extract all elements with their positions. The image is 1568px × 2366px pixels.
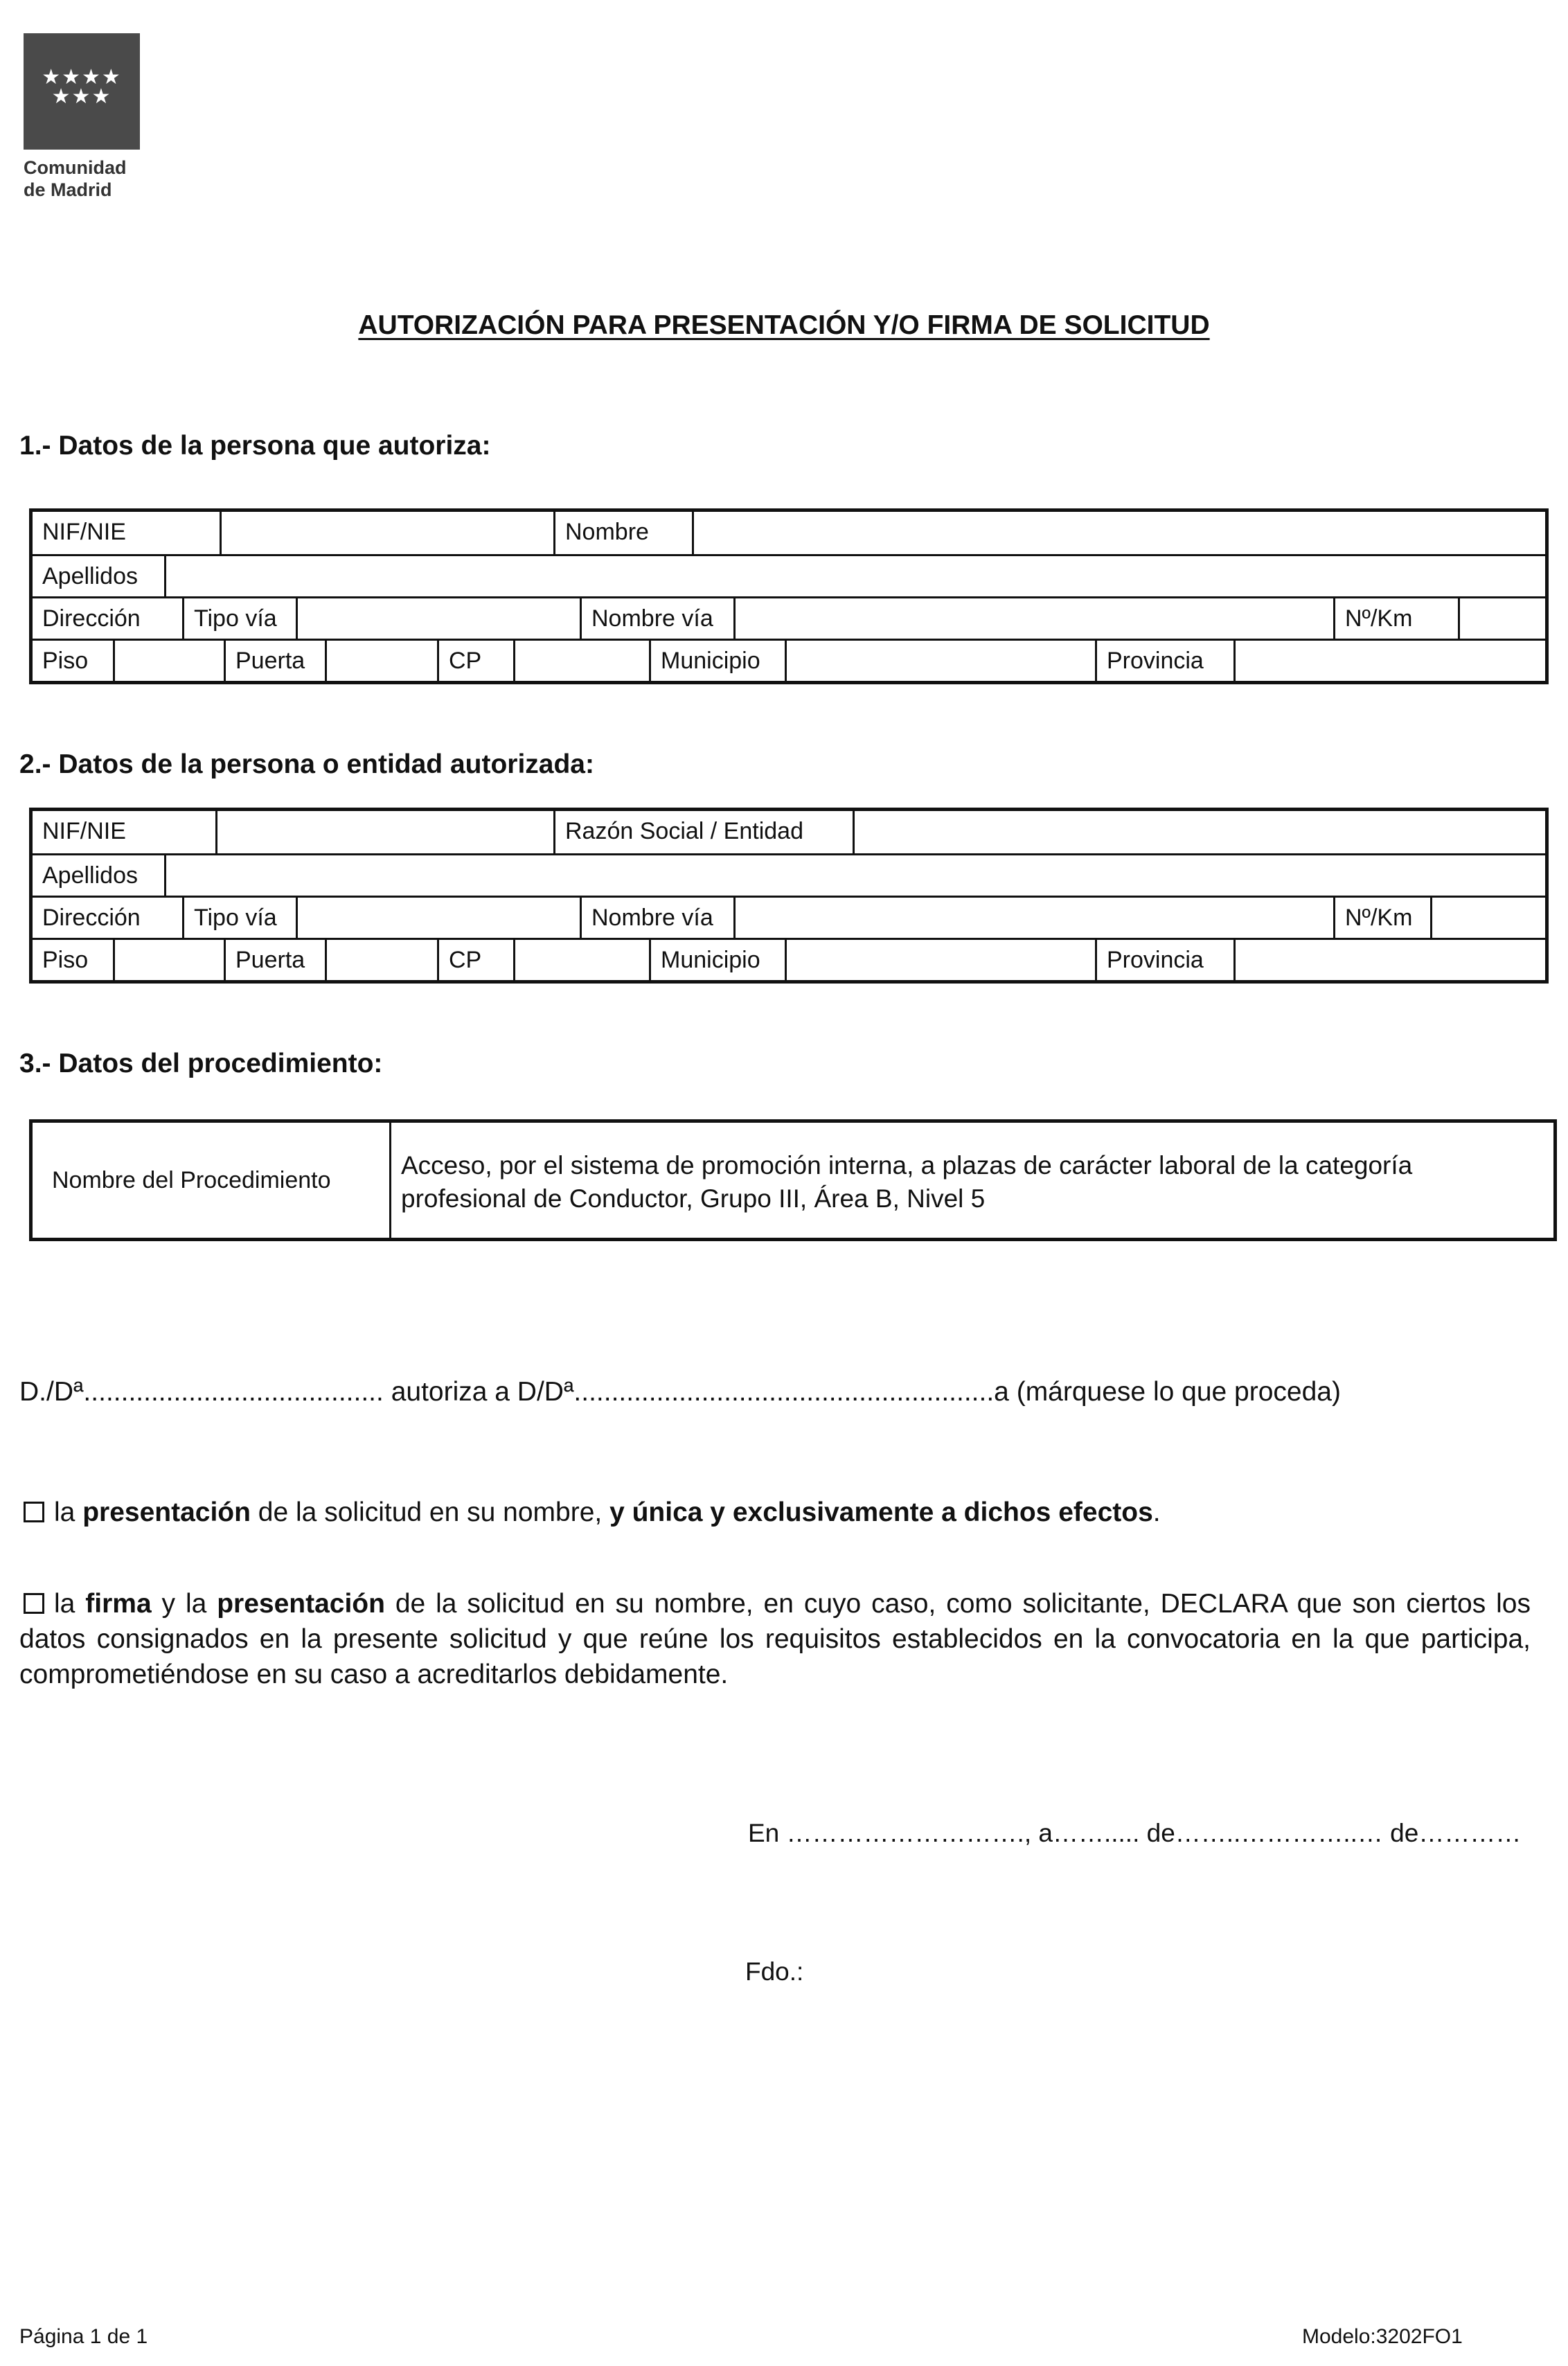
provincia-label: Provincia xyxy=(1095,940,1233,980)
num-km-field[interactable] xyxy=(1458,598,1545,639)
puerta-label: Puerta xyxy=(224,940,325,980)
tipo-via-label: Tipo vía xyxy=(182,898,296,938)
nif-label: NIF/NIE xyxy=(42,818,126,844)
cp-field[interactable] xyxy=(513,641,649,681)
num-km-label: Nº/Km xyxy=(1333,898,1430,938)
form-row xyxy=(33,512,1545,554)
apellidos-label: Apellidos xyxy=(42,563,138,589)
section1-heading: 1.- Datos de la persona que autoriza: xyxy=(19,431,491,461)
procedure-value xyxy=(391,1123,1553,1238)
municipio-label: Municipio xyxy=(649,940,785,980)
authorization-statement: D./Dª........................................ autoriza a D/Dª........................................................a (márquese lo que proceda) xyxy=(19,1377,1341,1407)
procedure-value-line: profesional de Conductor, Grupo III, Área B, Nivel 5 xyxy=(401,1184,986,1213)
page-title: AUTORIZACIÓN PARA PRESENTACIÓN Y/O FIRMA DE SOLICITUD xyxy=(358,310,1210,340)
nif-field[interactable] xyxy=(215,811,553,853)
form-row xyxy=(33,639,1545,681)
section2-heading: 2.- Datos de la persona o entidad autorizada: xyxy=(19,749,594,779)
tipo-via-field[interactable] xyxy=(296,898,580,938)
municipio-field[interactable] xyxy=(785,641,1095,681)
form-row xyxy=(33,811,1545,853)
authorized-form xyxy=(29,808,1549,984)
option-signature-presentation: la firma y la presentación de la solicitud en su nombre, en cuyo caso, como solicitante, DECLARA que son ciertos los datos consignados en la presente solicitud y que reúne los requisitos establecidos en la convocatoria en la que participa, comprometiéndose en su caso a acreditarlos debidamente. xyxy=(19,1589,1531,1689)
form-row xyxy=(33,896,1545,938)
num-km-label: Nº/Km xyxy=(1333,598,1458,639)
direccion-label: Dirección xyxy=(42,905,141,931)
puerta-field[interactable] xyxy=(325,940,437,980)
logo-text: Comunidad de Madrid xyxy=(24,157,127,200)
razon-social-label: Razón Social / Entidad xyxy=(553,811,853,853)
presentation-checkbox[interactable] xyxy=(24,1502,44,1522)
municipio-field[interactable] xyxy=(785,940,1095,980)
nombre-via-label: Nombre vía xyxy=(580,898,733,938)
puerta-field[interactable] xyxy=(325,641,437,681)
piso-field[interactable] xyxy=(113,940,224,980)
tipo-via-field[interactable] xyxy=(296,598,580,639)
logo-emblem xyxy=(24,33,140,150)
num-km-field[interactable] xyxy=(1430,898,1545,938)
apellidos-label: Apellidos xyxy=(42,862,138,889)
razon-social-field[interactable] xyxy=(853,811,1545,853)
signature-checkbox[interactable] xyxy=(24,1593,44,1614)
nif-label: NIF/NIE xyxy=(42,519,126,545)
tipo-via-label: Tipo vía xyxy=(182,598,296,639)
procedure-label: Nombre del Procedimiento xyxy=(33,1123,391,1238)
nombre-label: Nombre xyxy=(553,512,692,554)
nombre-via-label: Nombre vía xyxy=(580,598,733,639)
cp-label: CP xyxy=(437,940,513,980)
provincia-field[interactable] xyxy=(1233,940,1545,980)
nombre-field[interactable] xyxy=(692,512,1545,554)
piso-field[interactable] xyxy=(113,641,224,681)
procedure-value-line: Acceso, por el sistema de promoción interna, a plazas de carácter laboral de la categoría xyxy=(401,1151,1413,1180)
form-row xyxy=(33,554,1545,596)
cp-field[interactable] xyxy=(513,940,649,980)
piso-label: Piso xyxy=(42,947,89,973)
procedure-table xyxy=(29,1119,1557,1241)
nif-field[interactable] xyxy=(220,512,553,554)
model-code: Modelo:3202FO1 xyxy=(1302,2325,1463,2348)
signature-label: Fdo.: xyxy=(745,1957,804,1986)
apellidos-field[interactable] xyxy=(164,556,1545,596)
authorizer-form xyxy=(29,508,1549,684)
provincia-field[interactable] xyxy=(1233,641,1545,681)
puerta-label: Puerta xyxy=(224,641,325,681)
direccion-label: Dirección xyxy=(42,605,141,632)
form-row xyxy=(33,596,1545,639)
section3-heading: 3.- Datos del procedimiento: xyxy=(19,1049,383,1078)
municipio-label: Municipio xyxy=(649,641,785,681)
nombre-via-field[interactable] xyxy=(733,598,1333,639)
form-row xyxy=(33,853,1545,896)
page-number: Página 1 de 1 xyxy=(19,2325,148,2348)
provincia-label: Provincia xyxy=(1095,641,1233,681)
place-date-line: En ………………………., a……..... de……..…………..… de………… xyxy=(748,1819,1522,1847)
form-row xyxy=(33,938,1545,980)
option-presentation: la presentación de la solicitud en su nombre, y única y exclusivamente a dichos efectos. xyxy=(19,1495,1550,1530)
apellidos-field[interactable] xyxy=(164,855,1545,896)
nombre-via-field[interactable] xyxy=(733,898,1333,938)
cp-label: CP xyxy=(437,641,513,681)
stars-icon: ★★★★ ★★★ xyxy=(42,65,122,109)
piso-label: Piso xyxy=(42,648,89,674)
